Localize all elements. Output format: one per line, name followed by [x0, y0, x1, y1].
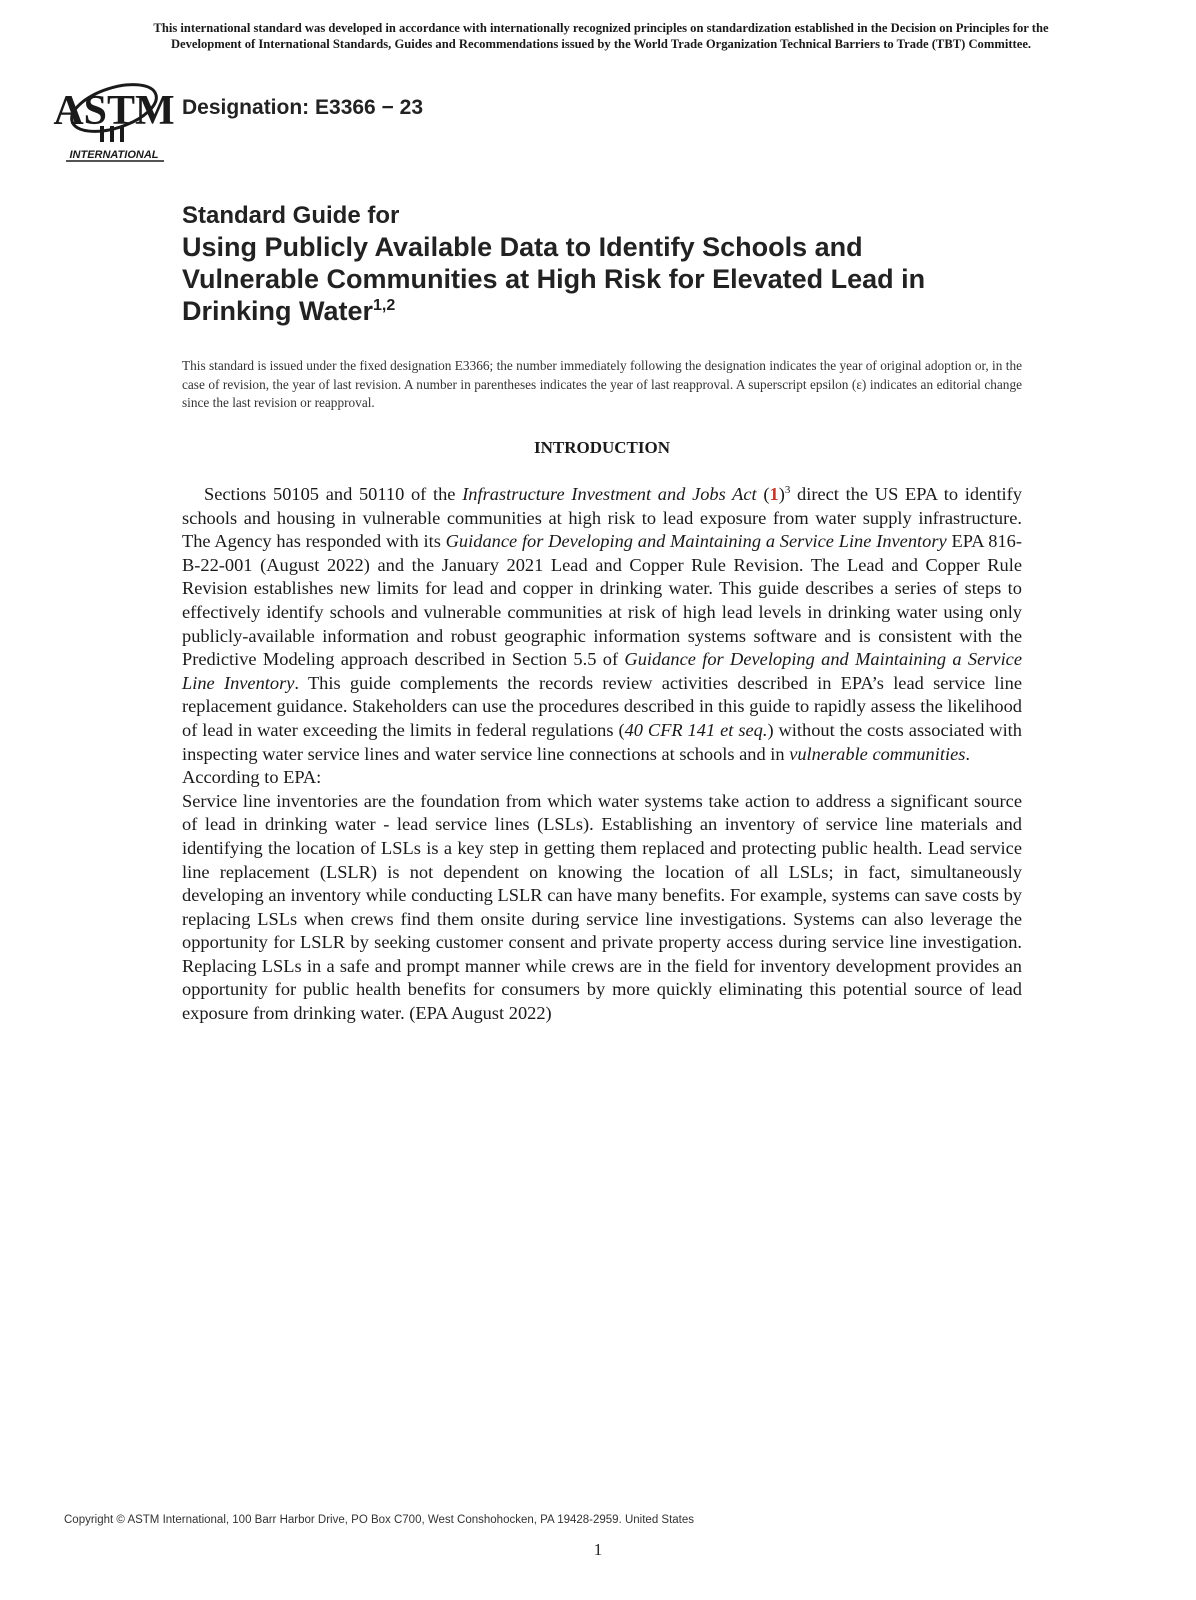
copyright-footer: Copyright © ASTM International, 100 Barr Harbor Drive, PO Box C700, West Conshohocken, PA 19428-2959. United States: [64, 1514, 695, 1526]
title-line-3-text: Drinking Water: [182, 296, 374, 326]
designation: Designation: E3366 − 23: [182, 96, 424, 119]
page-number: 1: [593, 1540, 603, 1559]
astm-logo-text: ASTM: [53, 88, 175, 134]
reference-link-1[interactable]: 1: [769, 484, 779, 504]
footnote-3-mark: 3: [784, 484, 791, 496]
guidance-title-1: Guidance for Developing and Maintaining a Service Line Inventory: [445, 531, 947, 552]
act-title: Infrastructure Investment and Jobs Act: [462, 484, 757, 504]
p1-text-c: EPA 816-B-22-001 (August 2022) and the January 2021 Lead and Copper Rule Revision. The Lead and Copper Rule Revision establishes new limits for lead and copper in drinking water. This guide describes a series of steps to effectively identify schools and vulnerable communities at risk of high lead levels in drinking water using only publicly-available information and robust geographic information systems software and is consistent with the Predictive Modeling approach described in Section 5.5 of: [182, 531, 1022, 670]
wto-notice-line-2: Development of International Standards, Guides and Recommendations issued by the World Trade Organization Technical Barriers to Trade (TBT) Committee.: [170, 37, 1032, 51]
title-line-3: [182, 295, 1082, 327]
p1-text-d: . This guide complements the records review activities described in EPA’s lead service line replacement guidance. Stakeholders can use the procedures described in this guide to rapidly assess the likelihood of lead in water exceeding the limits in federal regulations (: [182, 672, 1022, 740]
intro-paragraph-1: [182, 483, 1022, 766]
ref-open: (: [756, 484, 770, 504]
cfr-citation: 40 CFR 141 et seq.: [624, 719, 768, 740]
title-line-2: Vulnerable Communities at High Risk for Elevated Lead in: [182, 264, 926, 294]
title-lead: Standard Guide for: [182, 202, 400, 229]
document-title: [182, 201, 1082, 327]
p1-text-f: .: [965, 743, 971, 764]
ref-close: ): [778, 484, 785, 504]
astm-logo-subtext: INTERNATIONAL: [69, 149, 159, 161]
astm-logo-mark: [53, 70, 175, 166]
p1-text-a: Sections 50105 and 50110 of the: [204, 484, 463, 504]
p1-text-b: direct the US EPA to identify schools and housing in vulnerable communities at high risk to lead exposure from water supply infrastructure. The Agency has responded with its: [182, 484, 1022, 552]
introduction-heading: INTRODUCTION: [533, 438, 671, 457]
astm-logo: [53, 70, 175, 166]
wto-notice: [56, 20, 1146, 52]
intro-paragraph-2: According to EPA:: [182, 767, 322, 788]
vulnerable-communities-term: vulnerable communities: [789, 743, 966, 764]
p1-text-e: ) without the costs associated with inspecting water service lines and water service line connections at schools and in: [182, 719, 1022, 764]
title-footnote-marks: 1,2: [373, 297, 396, 314]
title-line-1: Using Publicly Available Data to Identify Schools and: [182, 232, 863, 262]
intro-paragraph-3: Service line inventories are the foundation from which water systems take action to address a significant source of lead in drinking water - lead service lines (LSLs). Establishing an inventory of service line materials and identifying the location of LSLs is a key step in getting them replaced and protecting public health. Lead service line replacement (LSLR) is not dependent on knowing the location of all LSLs; in fact, simultaneously developing an inventory while conducting LSLR can have many benefits. For example, systems can save costs by replacing LSLs when crews find them onsite during service line investigations. Systems can also leverage the opportunity for LSLR by seeking customer consent and private property access during service line investigation. Replacing LSLs in a safe and prompt manner while crews are in the field for inventory development provides an opportunity for public health benefits for consumers by more quickly eliminating this potential source of lead exposure from drinking water. (EPA August 2022): [182, 790, 1022, 1024]
introduction-body: [182, 483, 1022, 1026]
wto-notice-line-1: This international standard was developed in accordance with internationally recognized principles on standardization established in the Decision on Principles for the: [153, 21, 1049, 35]
guidance-title-2: Guidance for Developing and Maintaining a Service Line Inventory: [182, 649, 1022, 693]
standard-note: This standard is issued under the fixed designation E3366; the number immediately following the designation indicates the year of original adoption or, in the case of revision, the year of last revision. A number in parentheses indicates the year of last reapproval. A superscript epsilon (ε) indicates an editorial change since the last revision or reapproval.: [182, 358, 1022, 410]
